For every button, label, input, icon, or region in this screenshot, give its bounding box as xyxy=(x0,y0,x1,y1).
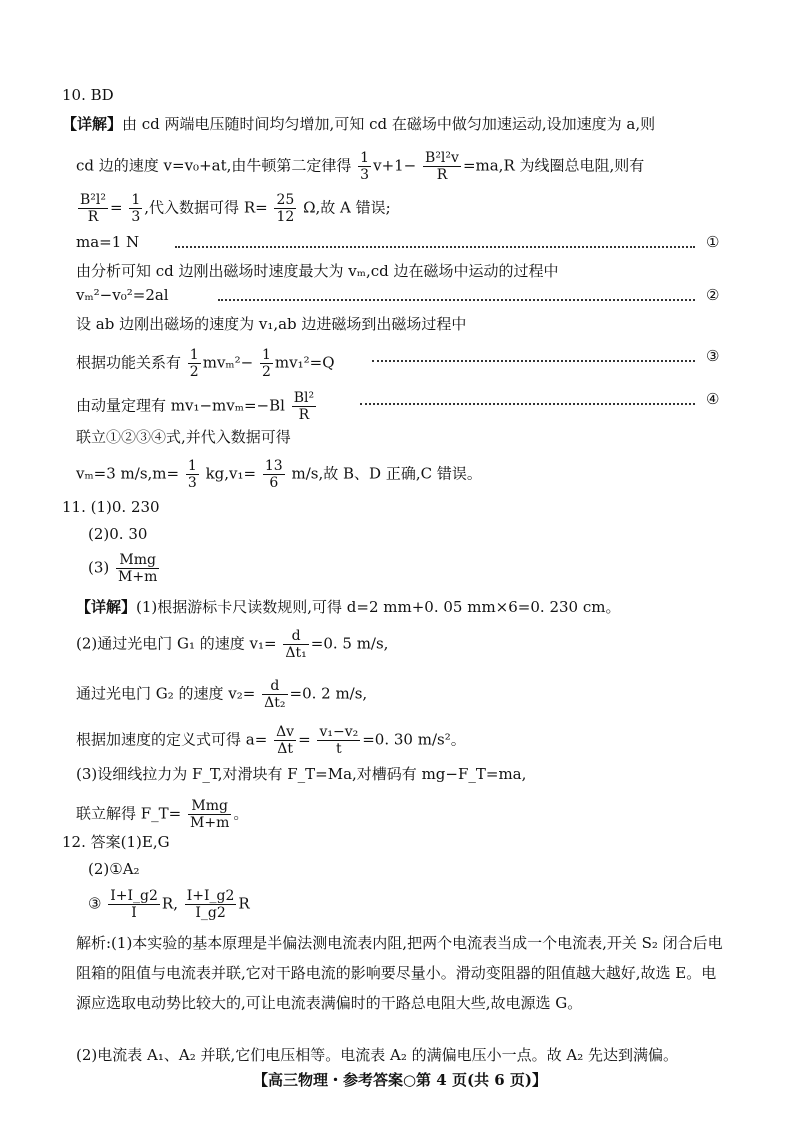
q11-detail4: 根据加速度的定义式可得 a= $\frac{\Delta v}{\Delta t}$ = $\frac{\text{v₁−v₂}}{t}$ =0. 30 m/s²。 xyxy=(76,724,466,757)
fraction: $\frac{\Delta v}{\Delta t}$ xyxy=(276,724,295,757)
q11-detail3: 通过光电门 G₂ 的速度 v₂= $\frac{d}{\text{Δt₂}}$ =0. 2 m/s, xyxy=(76,678,368,711)
fraction: $\frac{\text{v₁−v₂}}{t}$ xyxy=(319,724,359,757)
fraction: $\frac{\text{B²l²v}}{R}$ xyxy=(425,150,459,183)
q10-line8: 根据功能关系有 $\frac{1}{2}$ mvₘ²− $\frac{1}{2}$ mv₁²=Q xyxy=(76,347,335,380)
q12-answer3: ③ $\frac{I+I\_g2}{I}$ R, $\frac{I+I\_g2}{I\_g2}$ R xyxy=(88,888,250,921)
q11-detail2: (2)通过光电门 G₁ 的速度 v₁= $\frac{d}{\text{Δt₁}}$ =0. 5 m/s, xyxy=(76,628,389,661)
circled-1: ① xyxy=(706,233,720,251)
circled-3: ③ xyxy=(706,347,720,365)
q10-eq2: vₘ²−v₀²=2al xyxy=(76,286,169,304)
q10-line3: $\frac{\text{B²l²}}{R}$ = $\frac{1}{3}$ ,代入数据可得 R= $\frac{25}{12}$ Ω,故 A 错误; xyxy=(80,192,391,225)
fraction: $\frac{d}{\text{Δt₁}}$ xyxy=(285,628,307,661)
fraction: $\frac{13}{6}$ xyxy=(264,458,283,491)
q11-detail6: 联立解得 F_T= $\frac{\text{Mmg}}{M+m}$ 。 xyxy=(76,798,249,831)
fraction: $\frac{1}{3}$ xyxy=(131,192,141,225)
fraction: $\frac{1}{3}$ xyxy=(360,150,370,183)
circled-2: ② xyxy=(706,286,720,304)
q12-explanation1: 解析:(1)本实验的基本原理是半偏法测电流表内阻,把两个电流表当成一个电流表,开关 S₂ 闭合后电阻箱的阻值与电流表并联,它对干路电流的影响要尽量小。滑动变阻器的阻值越大越好,故选 E。电源应选取电动势比较大的,可让电流表满偏时的干路总电阻大些,故电源选 G。 xyxy=(76,934,723,1012)
q10-line7: 设 ab 边刚出磁场的速度为 v₁,ab 边进磁场到出磁场过程中 xyxy=(76,315,467,333)
circled-4: ④ xyxy=(706,390,720,408)
q11-detail5: (3)设细线拉力为 F_T,对滑块有 F_T=Ma,对槽码有 mg−F_T=ma, xyxy=(76,765,527,783)
q11-number: 11. (1)0. 230 xyxy=(62,498,160,516)
q10-line1: 【详解】由 cd 两端电压随时间均匀增加,可知 cd 在磁场中做匀加速运动,设加速度为 a,则 xyxy=(62,115,656,133)
fraction: $\frac{I+I\_g2}{I}$ xyxy=(110,888,158,921)
leader-dots xyxy=(175,246,695,248)
q11-detail1: 【详解】(1)根据游标卡尺读数规则,可得 d=2 mm+0. 05 mm×6=0. 230 cm。 xyxy=(76,598,621,616)
fraction: $\frac{\text{Mmg}}{M+m}$ xyxy=(118,552,158,585)
q12-answer2: (2)①A₂ xyxy=(88,860,140,878)
q11-answer2: (2)0. 30 xyxy=(88,525,148,543)
q10-line2: cd 边的速度 v=v₀+at,由牛顿第二定律得 $\frac{1}{3}$ v+1− $\frac{\text{B²l²v}}{R}$ =ma,R 为线圈总电阻,则有 xyxy=(76,150,645,183)
q10-line11: vₘ=3 m/s,m= $\frac{1}{3}$ kg,v₁= $\frac{13}{6}$ m/s,故 B、D 正确,C 错误。 xyxy=(76,458,482,491)
fraction: $\frac{1}{2}$ xyxy=(261,347,271,380)
leader-dots xyxy=(360,403,695,405)
fraction: $\frac{1}{2}$ xyxy=(189,347,199,380)
q10-number: 10. BD xyxy=(62,86,114,104)
q10-line9: 由动量定理有 mv₁−mvₘ=−Bl $\frac{\text{Bl²}}{R}$ xyxy=(76,390,315,423)
q10-line5: 由分析可知 cd 边刚出磁场时速度最大为 vₘ,cd 边在磁场中运动的过程中 xyxy=(76,262,559,280)
fraction: $\frac{\text{B²l²}}{R}$ xyxy=(80,192,106,225)
page-footer: 【高三物理・参考答案○第 4 页(共 6 页)】 xyxy=(252,1071,548,1089)
fraction: $\frac{\text{Bl²}}{R}$ xyxy=(293,390,315,423)
leader-dots xyxy=(218,299,695,301)
fraction: $\frac{\text{Mmg}}{M+m}$ xyxy=(190,798,230,831)
q12-explanation2: (2)电流表 A₁、A₂ 并联,它们电压相等。电流表 A₂ 的满偏电压小一点。故 A₂ 先达到满偏。 xyxy=(76,1046,679,1064)
q12-number: 12. 答案(1)E,G xyxy=(62,833,170,851)
fraction: $\frac{d}{\text{Δt₂}}$ xyxy=(264,678,286,711)
detail-tag: 【详解】 xyxy=(62,115,123,133)
fraction: $\frac{I+I\_g2}{I\_g2}$ xyxy=(186,888,235,921)
fraction: $\frac{25}{12}$ xyxy=(276,192,295,225)
fraction: $\frac{1}{3}$ xyxy=(187,458,197,491)
q11-answer3: (3) $\frac{\text{Mmg}}{M+m}$ xyxy=(88,552,158,585)
q10-eq1: ma=1 N xyxy=(76,233,140,251)
detail-tag: 【详解】 xyxy=(76,598,137,616)
q10-line10: 联立①②③④式,并代入数据可得 xyxy=(76,428,291,446)
leader-dots xyxy=(372,360,695,362)
